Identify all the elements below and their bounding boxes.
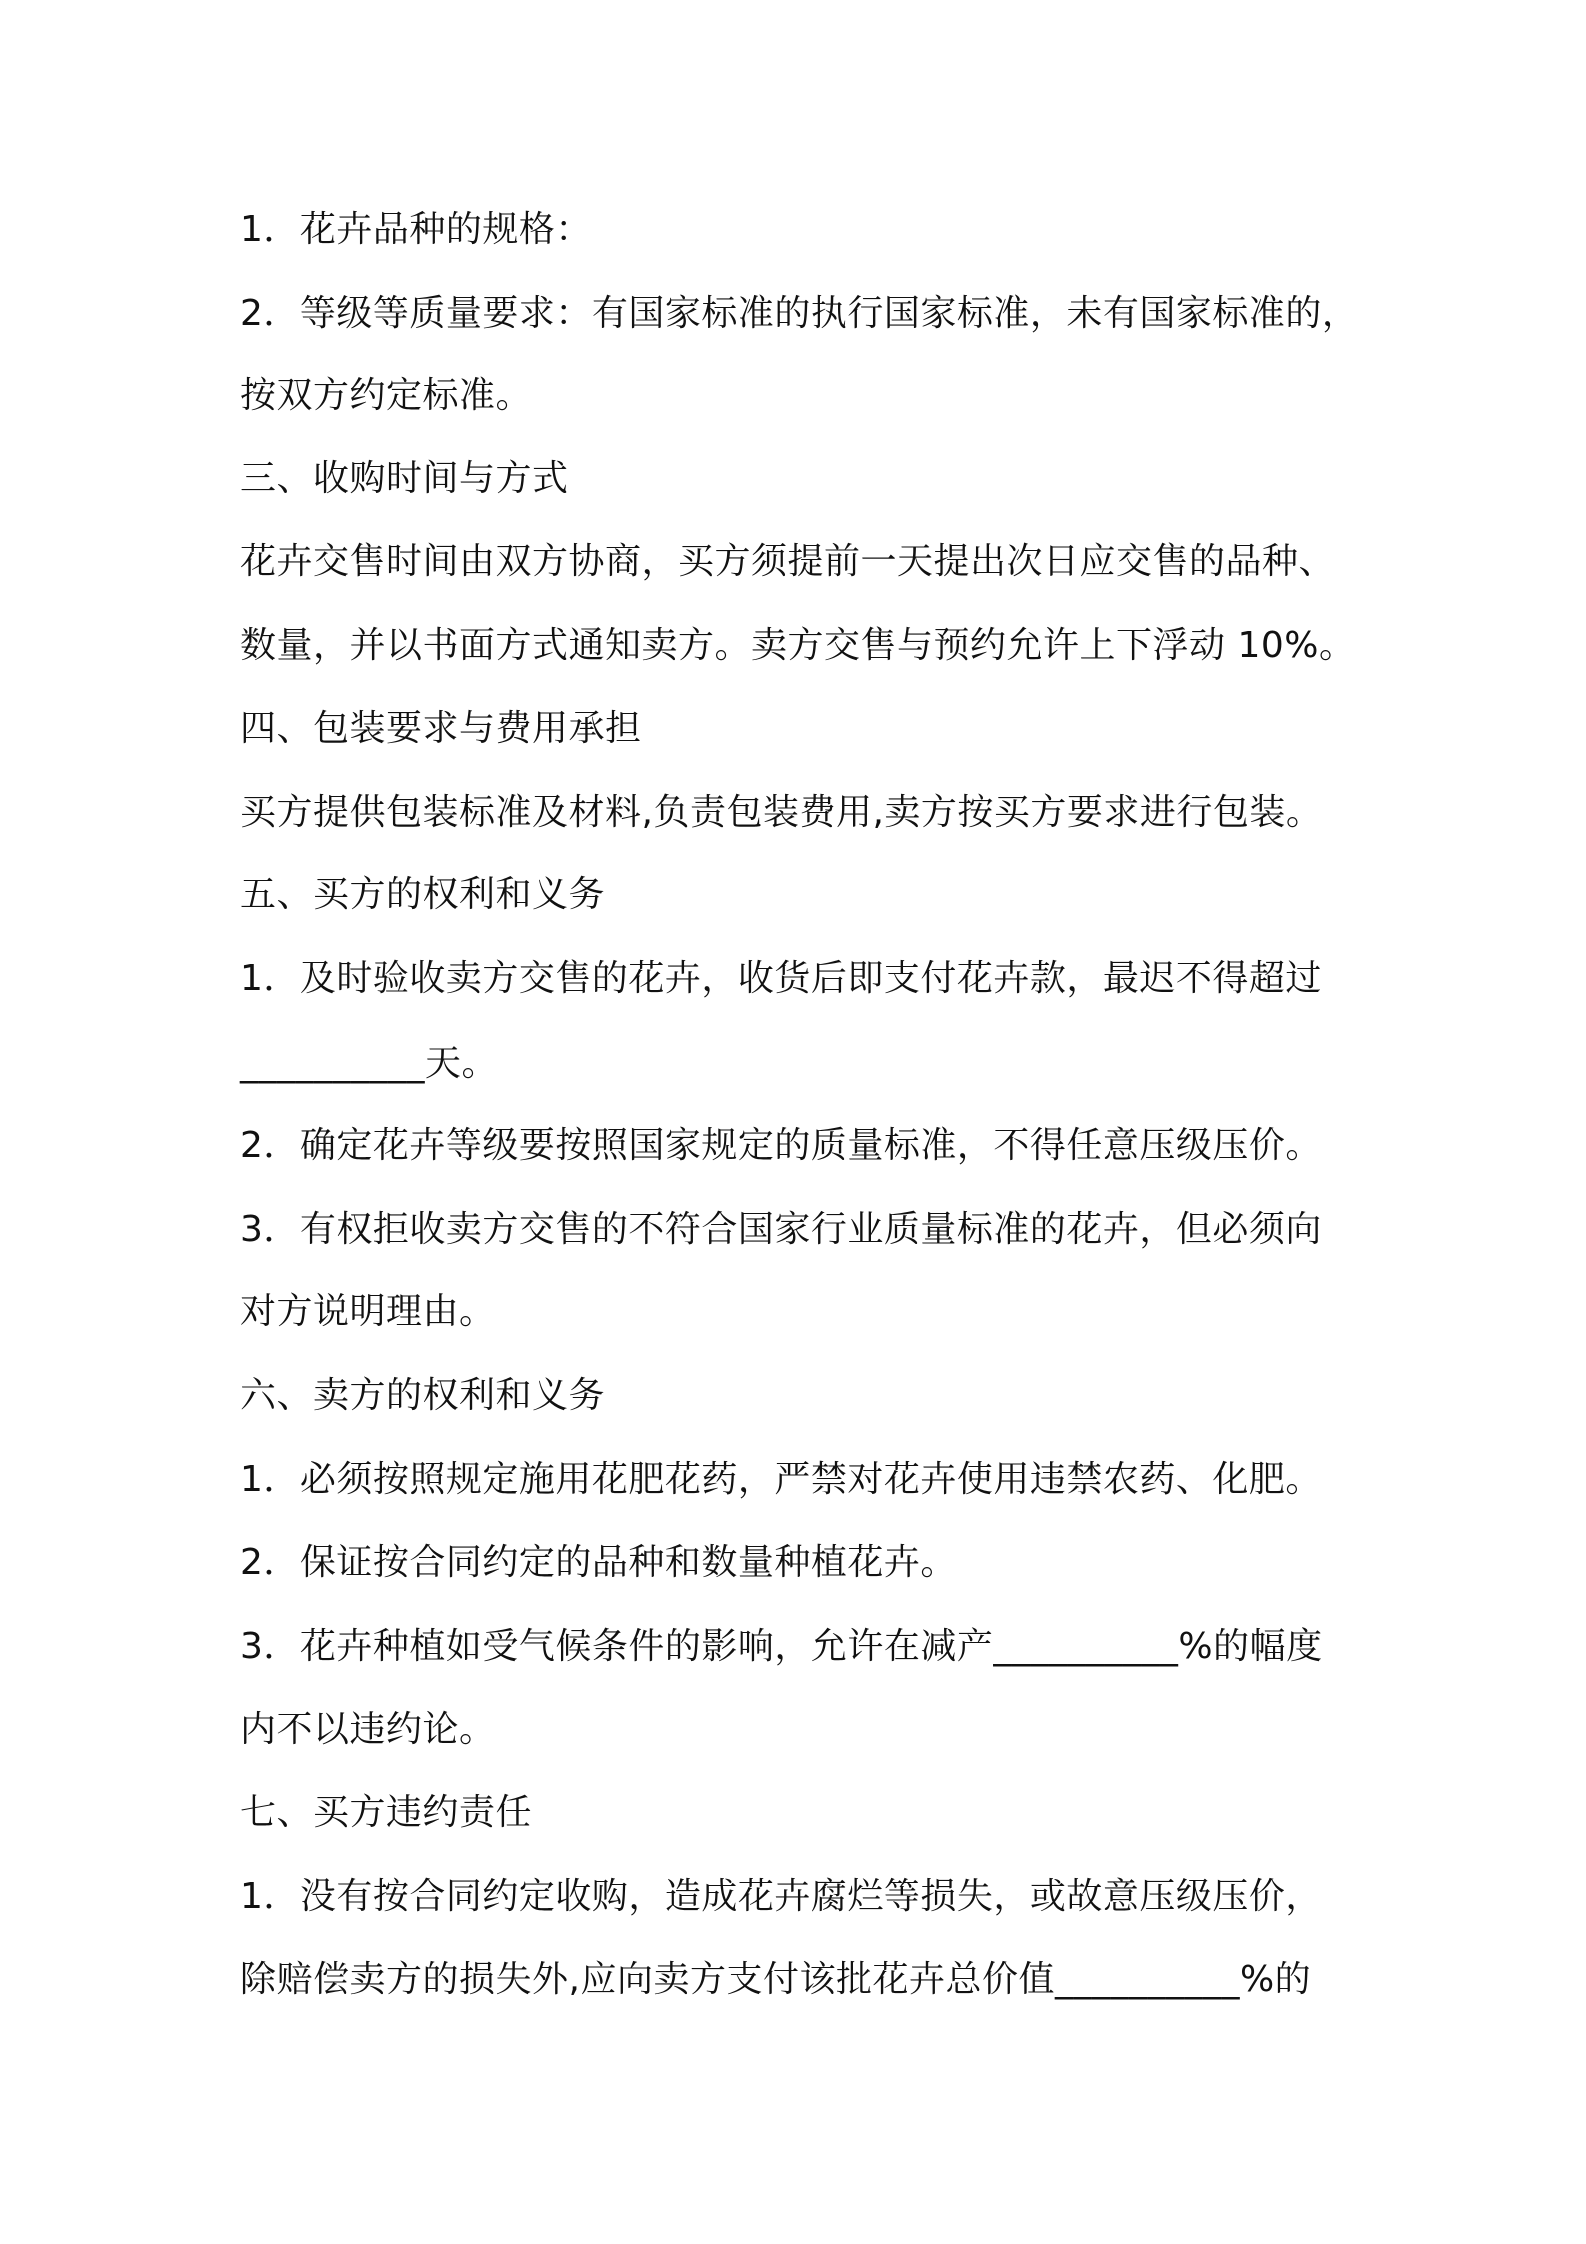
buyer-item-1: 1．及时验收卖方交售的花卉，收货后即支付花卉款，最迟不得超过: [240, 958, 1322, 999]
buyer-item-1-cont: __________天。: [240, 1043, 499, 1084]
spec-item-1: 1．花卉品种的规格：: [240, 209, 592, 250]
spec-item-2: 2．等级等质量要求：有国家标准的执行国家标准，未有国家标准的，: [240, 293, 1359, 334]
seller-item-3: 3．花卉种植如受气候条件的影响，允许在减产__________%的幅度: [240, 1626, 1323, 1667]
section-heading-6: 六、卖方的权利和义务: [240, 1375, 606, 1416]
breach-item-1: 1．没有按合同约定收购，造成花卉腐烂等损失，或故意压级压价，: [240, 1876, 1322, 1917]
section-heading-5: 五、买方的权利和义务: [240, 874, 606, 915]
section-heading-3: 三、收购时间与方式: [240, 458, 569, 499]
section-3-paragraph: 花卉交售时间由双方协商，买方须提前一天提出次日应交售的品种、: [240, 541, 1336, 582]
buyer-item-3: 3．有权拒收卖方交售的不符合国家行业质量标准的花卉，但必须向: [240, 1209, 1322, 1250]
buyer-item-2: 2．确定花卉等级要按照国家规定的质量标准，不得任意压级压价。: [240, 1125, 1322, 1166]
seller-item-2: 2．保证按合同约定的品种和数量种植花卉。: [240, 1542, 957, 1583]
seller-item-1: 1．必须按照规定施用花肥花药，严禁对花卉使用违禁农药、化肥。: [240, 1459, 1322, 1500]
section-3-paragraph-cont: 数量，并以书面方式通知卖方。卖方交售与预约允许上下浮动 10%。: [240, 625, 1356, 666]
section-heading-4: 四、包装要求与费用承担: [240, 708, 642, 749]
section-heading-7: 七、买方违约责任: [240, 1792, 533, 1833]
seller-item-3-cont: 内不以违约论。: [240, 1709, 496, 1750]
buyer-item-3-cont: 对方说明理由。: [240, 1291, 496, 1332]
section-4-paragraph: 买方提供包装标准及材料,负责包装费用,卖方按买方要求进行包装。: [240, 792, 1323, 833]
spec-item-2-cont: 按双方约定标准。: [240, 375, 533, 416]
breach-item-1-cont: 除赔偿卖方的损失外,应向卖方支付该批花卉总价值__________%的: [240, 1959, 1312, 2000]
